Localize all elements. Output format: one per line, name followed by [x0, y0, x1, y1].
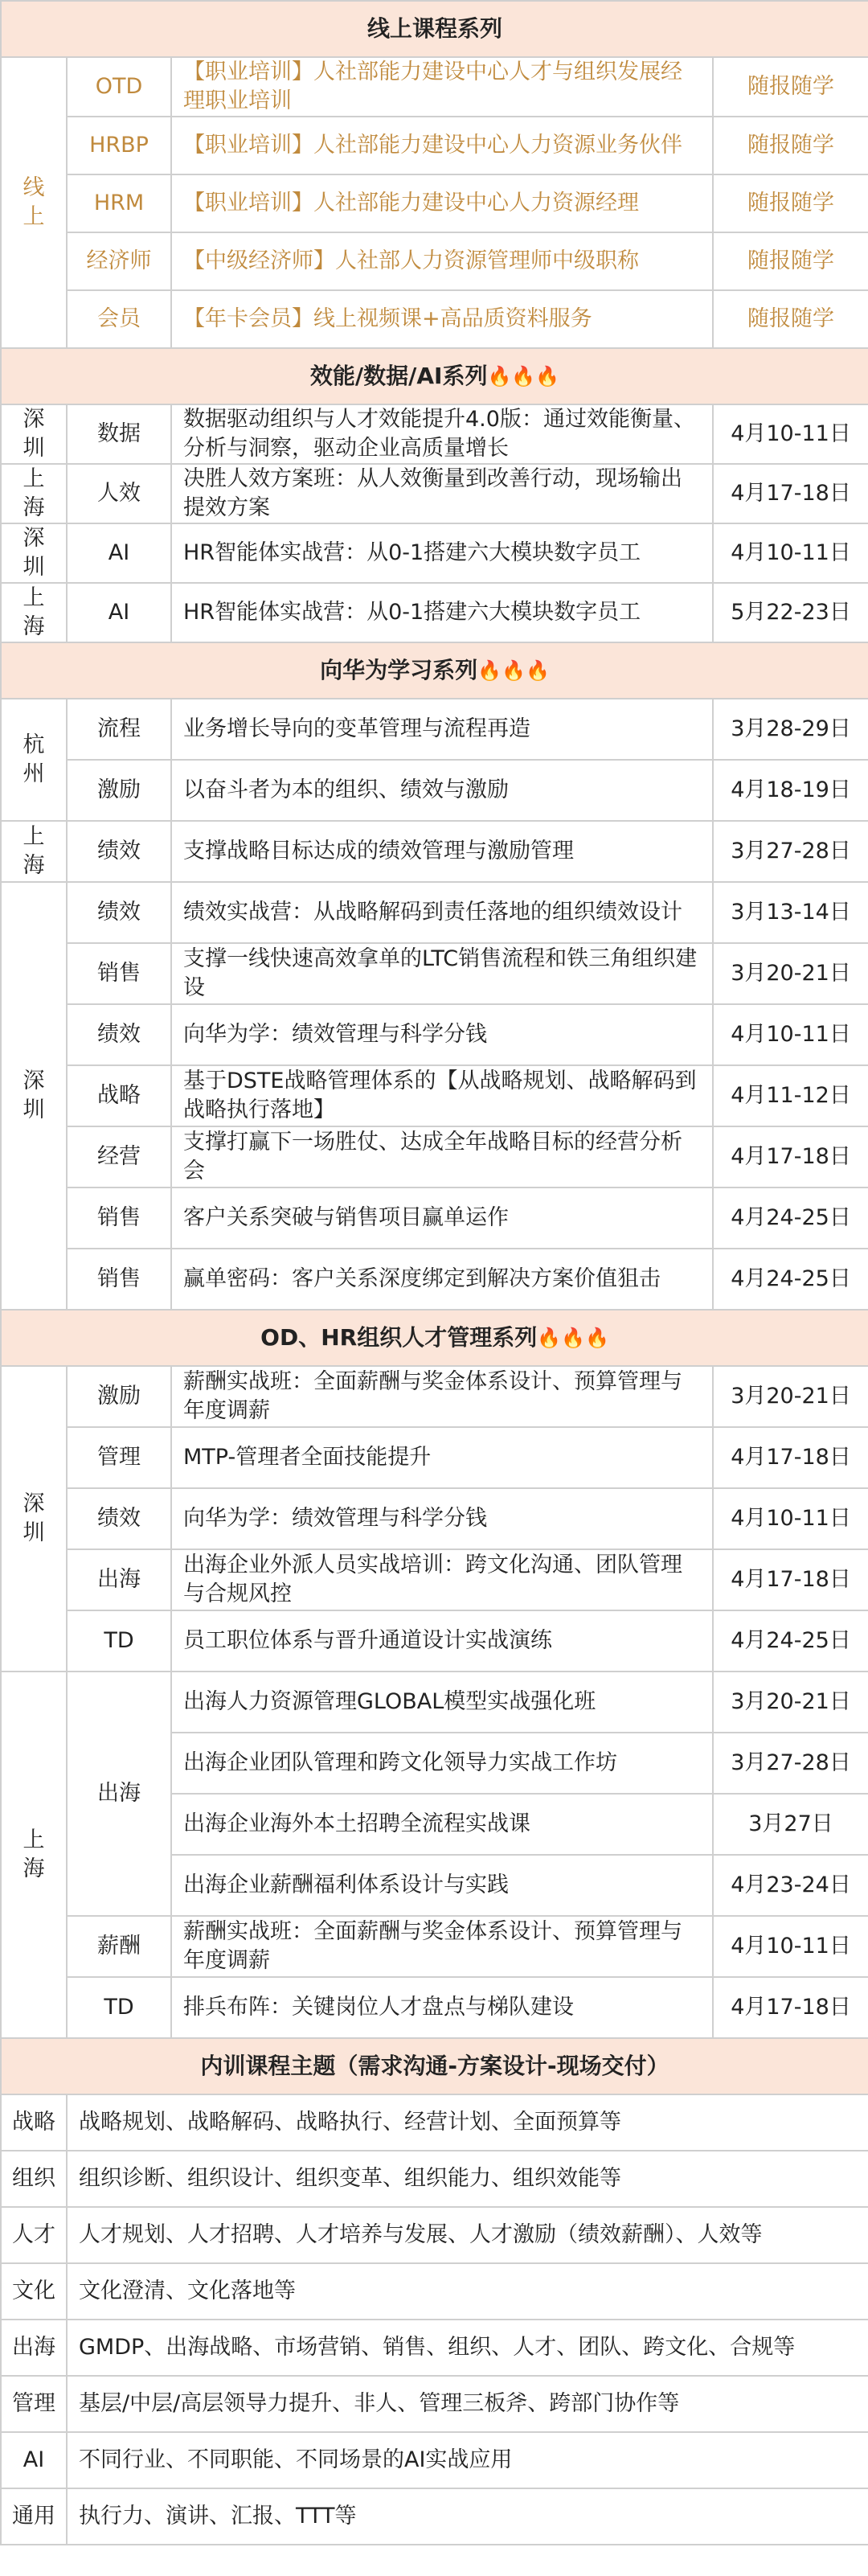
table-row: [1, 882, 868, 943]
course-cell: 薪酬实战班：全面薪酬与奖金体系设计、预算管理与年度调薪: [171, 1916, 713, 1977]
table-row: [1, 583, 868, 642]
tag-cell: AI: [67, 583, 171, 642]
table-row: [1, 2151, 868, 2207]
table-row: [1, 290, 868, 348]
table-row: [1, 2432, 868, 2488]
section-title: OD、HR组织人才管理系列: [260, 1324, 538, 1351]
date-cell: 随报随学: [713, 117, 868, 174]
section-header-inhouse: [1, 2038, 868, 2094]
date-cell: 4月17-18日: [713, 1126, 868, 1188]
topics-cell: 战略规划、战略解码、战略执行、经营计划、全面预算等: [67, 2094, 868, 2151]
course-cell: 决胜人效方案班：从人效衡量到改善行动，现场输出提效方案: [171, 464, 713, 523]
date-cell: 3月20-21日: [713, 943, 868, 1004]
table-row: [1, 1188, 868, 1249]
tag-cell: HRBP: [67, 117, 171, 174]
tag-cell: 流程: [67, 699, 171, 760]
course-cell: 支撑打赢下一场胜仗、达成全年战略目标的经营分析会: [171, 1126, 713, 1188]
date-cell: 随报随学: [713, 57, 868, 117]
table-row: [1, 2376, 868, 2432]
date-cell: 5月22-23日: [713, 583, 868, 642]
date-cell: 随报随学: [713, 290, 868, 348]
date-cell: 4月10-11日: [713, 1916, 868, 1977]
topics-cell: 基层/中层/高层领导力提升、非人、管理三板斧、跨部门协作等: [67, 2376, 868, 2432]
table-row: [1, 1977, 868, 2038]
tag-cell: 薪酬: [67, 1916, 171, 1977]
date-cell: 4月23-24日: [713, 1855, 868, 1916]
course-cell: 基于DSTE战略管理体系的【从战略规划、战略解码到战略执行落地】: [171, 1065, 713, 1126]
fire-icon: 🔥🔥🔥: [537, 1327, 609, 1349]
table-row: [1, 1427, 868, 1488]
topics-cell: 人才规划、人才招聘、人才培养与发展、人才激励（绩效薪酬）、人效等: [67, 2207, 868, 2263]
table-row: [1, 2207, 868, 2263]
date-cell: 4月17-18日: [713, 1977, 868, 2038]
tag-cell: 销售: [67, 943, 171, 1004]
date-cell: 4月10-11日: [713, 1488, 868, 1549]
fire-icon: 🔥🔥🔥: [477, 659, 550, 682]
city-cell: 深圳: [1, 1366, 67, 1672]
tag-cell: 绩效: [67, 882, 171, 943]
course-cell: 支撑战略目标达成的绩效管理与激励管理: [171, 821, 713, 882]
tag-cell: 数据: [67, 404, 171, 464]
city-cell: 深圳: [1, 523, 67, 583]
table-row: [1, 821, 868, 882]
tag-cell: 会员: [67, 290, 171, 348]
date-cell: 4月10-11日: [713, 523, 868, 583]
tag-cell: 销售: [67, 1188, 171, 1249]
topics-cell: 组织诊断、组织设计、组织变革、组织能力、组织效能等: [67, 2151, 868, 2207]
tag-cell: 经营: [67, 1126, 171, 1188]
topic-tag-cell: 人才: [1, 2207, 67, 2263]
date-cell: 4月10-11日: [713, 404, 868, 464]
topic-tag-cell: AI: [1, 2432, 67, 2488]
course-cell: 业务增长导向的变革管理与流程再造: [171, 699, 713, 760]
section-title: 向华为学习系列: [320, 657, 478, 683]
date-cell: 4月24-25日: [713, 1188, 868, 1249]
table-row: [1, 2488, 868, 2545]
tag-cell: 激励: [67, 760, 171, 821]
table-row: [1, 174, 868, 232]
city-cell: 深圳: [1, 882, 67, 1310]
tag-cell: 绩效: [67, 821, 171, 882]
table-row: [1, 1249, 868, 1310]
course-cell: 员工职位体系与晋升通道设计实战演练: [171, 1610, 713, 1672]
section-header-od: [1, 1310, 868, 1366]
course-cell: 客户关系突破与销售项目赢单运作: [171, 1188, 713, 1249]
city-cell: 上海: [1, 583, 67, 642]
table-row: [1, 404, 868, 464]
table-row: [1, 523, 868, 583]
date-cell: 4月17-18日: [713, 1427, 868, 1488]
city-cell: 深圳: [1, 404, 67, 464]
table-row: [1, 1488, 868, 1549]
tag-cell: 战略: [67, 1065, 171, 1126]
table-row: [1, 1610, 868, 1672]
tag-cell: 经济师: [67, 232, 171, 290]
section-header-efficiency: [1, 348, 868, 404]
date-cell: 3月20-21日: [713, 1672, 868, 1733]
course-cell: 【职业培训】人社部能力建设中心人才与组织发展经理职业培训: [171, 57, 713, 117]
table-row: [1, 117, 868, 174]
date-cell: 4月10-11日: [713, 1004, 868, 1065]
course-cell: 薪酬实战班：全面薪酬与奖金体系设计、预算管理与年度调薪: [171, 1366, 713, 1427]
course-cell: 以奋斗者为本的组织、绩效与激励: [171, 760, 713, 821]
table-row: [1, 2263, 868, 2320]
table-row: [1, 1366, 868, 1427]
table-row: [1, 1672, 868, 1733]
tag-cell: 绩效: [67, 1488, 171, 1549]
topic-tag-cell: 管理: [1, 2376, 67, 2432]
table-row: [1, 943, 868, 1004]
table-row: [1, 1549, 868, 1610]
table-row: [1, 464, 868, 523]
tag-cell: TD: [67, 1610, 171, 1672]
tag-cell: 出海: [67, 1549, 171, 1610]
section-title: 线上课程系列: [367, 15, 503, 42]
course-cell: 出海企业薪酬福利体系设计与实践: [171, 1855, 713, 1916]
course-cell: 出海企业团队管理和跨文化领导力实战工作坊: [171, 1733, 713, 1794]
date-cell: 3月27-28日: [713, 821, 868, 882]
date-cell: 4月17-18日: [713, 1549, 868, 1610]
section-header-huawei: [1, 642, 868, 699]
course-cell: 【年卡会员】线上视频课+高品质资料服务: [171, 290, 713, 348]
section-title: 效能/数据/AI系列: [309, 363, 488, 389]
course-cell: 出海人力资源管理GLOBAL模型实战强化班: [171, 1672, 713, 1733]
table-row: [1, 2094, 868, 2151]
course-cell: 向华为学：绩效管理与科学分钱: [171, 1004, 713, 1065]
table-row: [1, 1916, 868, 1977]
date-cell: 3月13-14日: [713, 882, 868, 943]
table-row: [1, 699, 868, 760]
course-cell: 赢单密码：客户关系深度绑定到解决方案价值狙击: [171, 1249, 713, 1310]
course-cell: 出海企业海外本土招聘全流程实战课: [171, 1794, 713, 1855]
course-cell: 向华为学：绩效管理与科学分钱: [171, 1488, 713, 1549]
topics-cell: 执行力、演讲、汇报、TTT等: [67, 2488, 868, 2545]
topic-tag-cell: 文化: [1, 2263, 67, 2320]
city-cell: 上海: [1, 1672, 67, 2038]
city-cell: 上海: [1, 821, 67, 882]
course-cell: 支撑一线快速高效拿单的LTC销售流程和铁三角组织建设: [171, 943, 713, 1004]
table-row: [1, 1004, 868, 1065]
date-cell: 4月17-18日: [713, 464, 868, 523]
tag-cell: 销售: [67, 1249, 171, 1310]
tag-cell: 人效: [67, 464, 171, 523]
date-cell: 4月24-25日: [713, 1249, 868, 1310]
tag-cell: OTD: [67, 57, 171, 117]
course-cell: HR智能体实战营：从0-1搭建六大模块数字员工: [171, 583, 713, 642]
date-cell: 3月27日: [713, 1794, 868, 1855]
date-cell: 4月11-12日: [713, 1065, 868, 1126]
topic-tag-cell: 出海: [1, 2320, 67, 2376]
table-row: [1, 232, 868, 290]
course-cell: 数据驱动组织与人才效能提升4.0版：通过效能衡量、分析与洞察，驱动企业高质量增长: [171, 404, 713, 464]
city-cell: 上海: [1, 464, 67, 523]
course-cell: 排兵布阵：关键岗位人才盘点与梯队建设: [171, 1977, 713, 2038]
course-cell: MTP-管理者全面技能提升: [171, 1427, 713, 1488]
date-cell: 4月18-19日: [713, 760, 868, 821]
table-row: [1, 2320, 868, 2376]
date-cell: 3月20-21日: [713, 1366, 868, 1427]
topic-tag-cell: 通用: [1, 2488, 67, 2545]
tag-cell: 管理: [67, 1427, 171, 1488]
section-header-online: [1, 1, 868, 57]
table-row: [1, 57, 868, 117]
date-cell: 随报随学: [713, 174, 868, 232]
city-cell: 线上: [1, 57, 67, 348]
course-cell: 【职业培训】人社部能力建设中心人力资源业务伙伴: [171, 117, 713, 174]
table-row: [1, 1126, 868, 1188]
tag-cell: 出海: [67, 1672, 171, 1916]
table-row: [1, 760, 868, 821]
topic-tag-cell: 战略: [1, 2094, 67, 2151]
course-cell: HR智能体实战营：从0-1搭建六大模块数字员工: [171, 523, 713, 583]
tag-cell: 激励: [67, 1366, 171, 1427]
tag-cell: AI: [67, 523, 171, 583]
date-cell: 4月24-25日: [713, 1610, 868, 1672]
tag-cell: 绩效: [67, 1004, 171, 1065]
date-cell: 3月28-29日: [713, 699, 868, 760]
tag-cell: HRM: [67, 174, 171, 232]
fire-icon: 🔥🔥🔥: [487, 365, 560, 388]
course-cell: 【中级经济师】人社部人力资源管理师中级职称: [171, 232, 713, 290]
date-cell: 随报随学: [713, 232, 868, 290]
topic-tag-cell: 组织: [1, 2151, 67, 2207]
city-cell: 杭州: [1, 699, 67, 821]
topics-cell: 文化澄清、文化落地等: [67, 2263, 868, 2320]
topics-cell: 不同行业、不同职能、不同场景的AI实战应用: [67, 2432, 868, 2488]
course-cell: 【职业培训】人社部能力建设中心人力资源经理: [171, 174, 713, 232]
course-cell: 出海企业外派人员实战培训：跨文化沟通、团队管理与合规风控: [171, 1549, 713, 1610]
section-title: 内训课程主题（需求沟通-方案设计-现场交付）: [200, 2053, 669, 2079]
date-cell: 3月27-28日: [713, 1733, 868, 1794]
table-row: [1, 1065, 868, 1126]
course-cell: 绩效实战营：从战略解码到责任落地的组织绩效设计: [171, 882, 713, 943]
tag-cell: TD: [67, 1977, 171, 2038]
topics-cell: GMDP、出海战略、市场营销、销售、组织、人才、团队、跨文化、合规等: [67, 2320, 868, 2376]
